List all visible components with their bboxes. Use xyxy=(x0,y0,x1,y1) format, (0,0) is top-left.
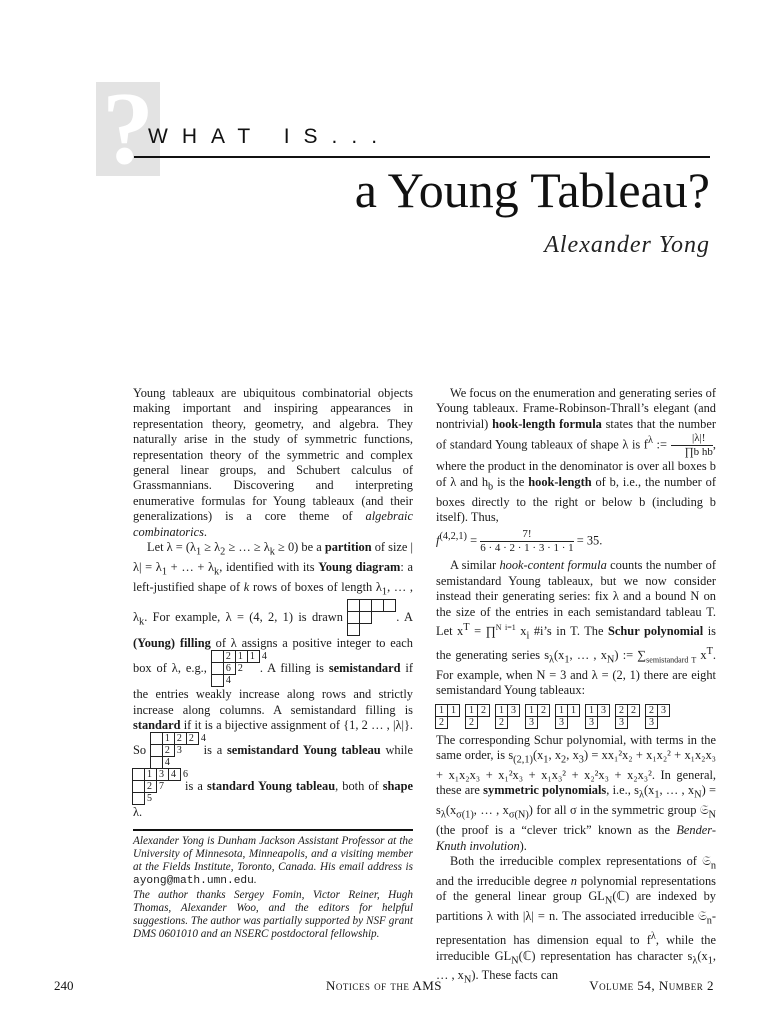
tableau-cell: 3 xyxy=(597,704,610,717)
left-column xyxy=(133,386,413,941)
author-email[interactable]: ayong@math.umn.edu xyxy=(133,875,254,888)
tableau-cell: 7 xyxy=(144,780,157,793)
tableau-cell: 3 xyxy=(144,768,157,781)
tableau-cell: 2 xyxy=(615,704,628,717)
tableau-cell: 1 xyxy=(132,768,145,781)
young-diagram-421 xyxy=(348,600,396,636)
semistandard-tableau-6 xyxy=(586,705,610,729)
tableau-cell: 1 xyxy=(447,704,460,717)
tableau-cell: 3 xyxy=(657,704,670,717)
tableau-cell: 2 xyxy=(162,732,175,745)
tableau-cell: 1 xyxy=(235,650,248,663)
hook-length-paragraph: We focus on the enumeration and generating series of Young tableaux. Frame-Robinson-Thrall’s elegant (and nontrivial) hook-length formula states that the number of standard Young tableaux of shape λ is $f^\lambda$ := $\frac{|\lambda|!}{\text{∏b hb}}$ , where the product in the denominator is over all boxes b of λ and $h_b$ is the hook-length of b, i.e., the number of boxes directly to the right or below b (including b itself). Thus, xyxy=(436,386,717,524)
tableau-cell: 2 xyxy=(477,704,490,717)
intro-paragraph: Young tableaux are ubiquitous combinatorial objects making important and inspiring appearances in representation theory, geometry, and algebra. They naturally arise in the study of symmetric functions, representation theory of the symmetric and complex general linear groups, and Schubert calculus of Grassmannians. Discovering and interpreting enumerative formulas for Young tableaux (and their generalizations) is a core theme of algebraic combinatorics. xyxy=(133,386,413,539)
tableau-cell: 2 xyxy=(132,780,145,793)
question-mark-logo: ? xyxy=(96,82,160,176)
article-title: a Young Tableau? xyxy=(354,162,710,218)
tableau-cell: 2 xyxy=(174,732,187,745)
semistandard-example-tableau xyxy=(151,733,206,769)
tableau-cell: 3 xyxy=(585,716,598,729)
tableau-cell: 1 xyxy=(435,704,448,717)
tableau-cell: 2 xyxy=(645,704,658,717)
tableau-cell: 1 xyxy=(555,704,568,717)
page-footer xyxy=(54,978,714,998)
tableau-cell: 2 xyxy=(150,744,163,757)
tableau-cell: 4 xyxy=(211,674,224,687)
tableau-cell: 3 xyxy=(507,704,520,717)
tableau-cell: 1 xyxy=(495,704,508,717)
page-number: 240 xyxy=(54,978,74,993)
tableau-cell: 1 xyxy=(567,704,580,717)
tableau-cell: 3 xyxy=(645,716,658,729)
tableau-cell: 1 xyxy=(525,704,538,717)
tableau-cell: 5 xyxy=(132,792,145,805)
tableau-cell: 4 xyxy=(156,768,169,781)
tableau-cell: 1 xyxy=(465,704,478,717)
volume-info: Volume 54, Number 2 xyxy=(589,978,714,993)
tableau-cell: 2 xyxy=(627,704,640,717)
semistandard-tableau-4 xyxy=(526,705,550,729)
tableau-cell: 4 xyxy=(186,732,199,745)
footnote-rule xyxy=(133,829,413,831)
semistandard-tableau-5 xyxy=(556,705,580,729)
tableau-cell: 3 xyxy=(525,716,538,729)
author-name: Alexander Yong xyxy=(544,232,710,258)
semistandard-tableau-8 xyxy=(646,705,670,729)
tableau-cell: 6 xyxy=(211,662,224,675)
tableau-cell: 2 xyxy=(223,662,236,675)
hook-length-fraction: $\frac{|\lambda|!}{\text{∏b hb}}$ xyxy=(671,432,713,459)
tableau-cell: 4 xyxy=(247,650,260,663)
tableau-cell: 2 xyxy=(537,704,550,717)
hook-length-example-equation: $f^{(4,2,1)}$ = $\frac{7!}{6 \cdot 4 \cdot 2 \cdot 1 \cdot 3 \cdot 1 \cdot 1}$ = 35. xyxy=(436,528,603,555)
filling-example-tableau xyxy=(212,651,267,687)
column-kicker: WHAT IS... xyxy=(148,125,392,148)
semistandard-tableau-1 xyxy=(436,705,460,729)
schur-paragraph: A similar hook-content formula counts the number of semistandard Young tableaux, but we now consider instead their generating series: fix λ and a bound N on the size of the entries in each semistandard tableau T. Let $x^T$ = ∏$^{N i=1}$ $x_i$ #i’s in T. The Schur polynomial is the generating series $s_\lambda(x_1$, … , $x_N$) := $\sum_{semistandard T}$ $x^T$. For example, when N = 3 and λ = (2, 1) there are eight semistandard Young tableaux: xyxy=(436,558,717,698)
eight-semistandard-tableaux xyxy=(436,705,716,729)
title-rule xyxy=(134,156,710,158)
tableau-cell: 6 xyxy=(168,768,181,781)
tableau-cell: 2 xyxy=(465,716,478,729)
tableau-cell: 2 xyxy=(435,716,448,729)
semistandard-tableau-3 xyxy=(496,705,520,729)
partition-paragraph: Let $\lambda = (\lambda_1 \ge \lambda_2$ ≥ … ≥ $\lambda_k \ge 0$) be a partition of size $|\lambda| = \lambda_1$ + … + $\lambda_k$, identified with its Young diagram: a left-justified shape of k rows of boxes of length $\lambda_1$, … , $\lambda_k$. For example, λ = (4, 2, 1) is drawn . A (Young) filling of λ assigns a positive integer to each box of λ, e.g., 2 1 1 4 6 2 4 . A filling is semistandard if the entries weakly increase along rows and strictly increase along columns. A semistandard filling is standard if it is a bijective assignment of {1, 2 … , |λ|}. So 1 2 2 4 2 3 4 is a semistandard Young tableau while 1 3 4 6 2 7 5 is a standard Young tableau, both of shape λ. xyxy=(133,540,414,820)
tableau-cell: 1 xyxy=(150,732,163,745)
journal-name: Notices of the AMS xyxy=(325,978,443,993)
tableau-cell: 3 xyxy=(615,716,628,729)
semistandard-tableau-2 xyxy=(466,705,490,729)
standard-example-tableau xyxy=(133,769,188,805)
right-column xyxy=(436,386,716,988)
semistandard-tableau-7 xyxy=(616,705,640,729)
tableau-cell: 1 xyxy=(585,704,598,717)
schur-polynomial-paragraph: The corresponding Schur polynomial, with terms in the same order, is $s_{(2,1)}(x_1$, $x_2$, $x_3) = xx_1^2x_2 + x_1x_2^2 + x_1x_2x_3 + x_1x_2x_3 + x_1^2x_3 + x_1x_3^2 + x_2^2x_3 + x_2x_3^2$. In general, these are symmetric polynomials, i.e., $s_\lambda(x_1$, … , $x_N) = s_\lambda(x_{\sigma(1)}$, … , $x_{\sigma(N)}$) for all σ in the symmetric group 𝔖$_N$ (the proof is a “clever trick” known as the Bender-Knuth involution). xyxy=(436,732,717,853)
acknowledgments-footnote: The author thanks Sergey Fomin, Victor Reiner, Hugh Thomas, Alexander Woo, and the editors for helpful suggestions. The author was partially supported by NSF grant DMS 0601010 and an NSERC postdoctoral fellowship. xyxy=(133,888,413,941)
representations-paragraph: Both the irreducible complex representations of 𝔖$_n$ and the irreducible degree n polynomial representations of the general linear group $GL_N(ℂ)$ are indexed by partitions λ with |λ| = n. The associated irreducible 𝔖$_n$-representation has dimension equal to $f^\lambda$, while the irreducible $GL_N(ℂ)$ representation has character $s_\lambda(x_1$, … , $x_N$). These facts can xyxy=(436,854,717,986)
tableau-cell: 2 xyxy=(211,650,224,663)
tableau-cell: 2 xyxy=(495,716,508,729)
tableau-cell: 4 xyxy=(150,756,163,769)
tableau-cell: 3 xyxy=(555,716,568,729)
tableau-cell: 3 xyxy=(162,744,175,757)
tableau-cell: 1 xyxy=(223,650,236,663)
author-bio-footnote: Alexander Yong is Dunham Jackson Assistant Professor at the University of Minnesota, Minneapolis, and a visiting member at the Fields Institute, Toronto, Canada. His email address is ayong@math.umn.edu. xyxy=(133,834,413,888)
